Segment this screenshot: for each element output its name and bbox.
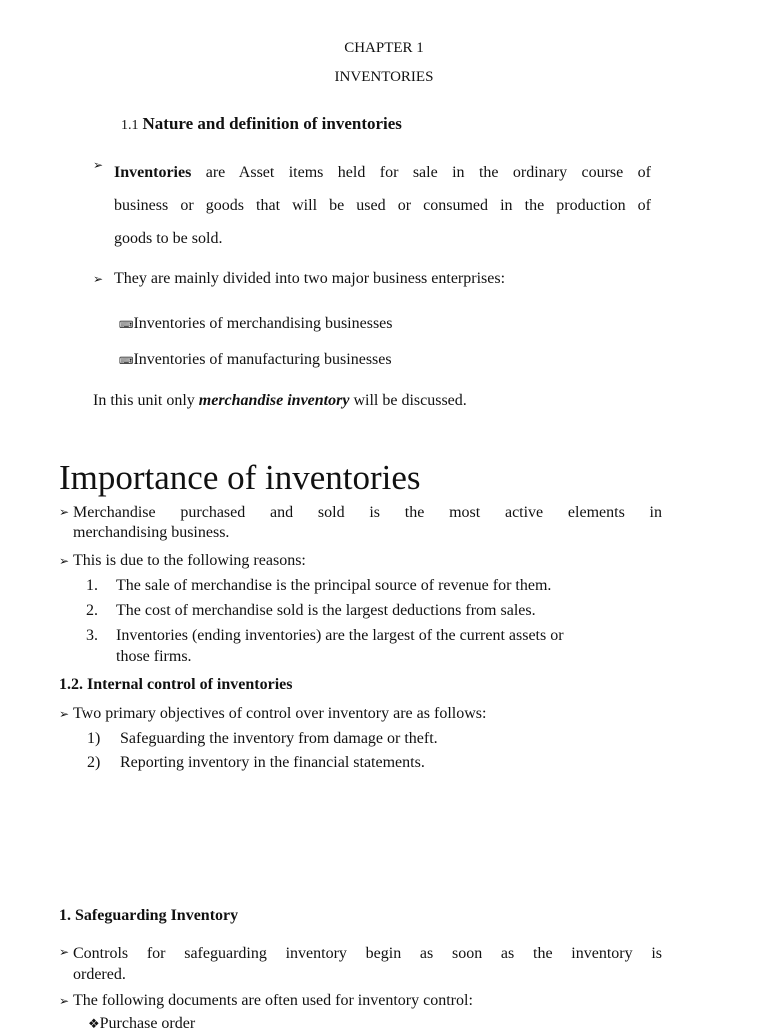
- paragraph-line: ordered.: [73, 966, 126, 983]
- reason-number: 1.: [86, 577, 98, 594]
- divided-text: They are mainly divided into two major business enterprises:: [114, 270, 506, 287]
- arrow-bullet-icon: ➢: [59, 945, 70, 959]
- arrow-bullet-icon: ➢: [59, 707, 70, 721]
- internal-control-heading: 1.2. Internal control of inventories: [59, 676, 293, 693]
- safeguarding-paragraph-2: The following documents are often used for inventory control:: [73, 992, 473, 1009]
- unit-note-pre: In this unit only: [93, 392, 199, 409]
- importance-paragraph-2: This is due to the following reasons:: [73, 552, 306, 569]
- reason-item: [86, 602, 536, 620]
- internal-control-intro: Two primary objectives of control over inventory are as follows:: [73, 705, 487, 722]
- objective-text: Safeguarding the inventory from damage or theft.: [120, 730, 438, 747]
- definition-term: Inventories: [114, 164, 192, 181]
- chapter-title: INVENTORIES: [334, 69, 434, 85]
- keyboard-bullet-icon: ⌨: [119, 320, 134, 331]
- objective-number: 1): [87, 730, 101, 747]
- list-item-text: Inventories of manufacturing businesses: [133, 351, 392, 368]
- star-bullet-icon: ❖: [88, 1017, 100, 1032]
- importance-paragraph-1: [73, 503, 662, 543]
- reason-text: Inventories (ending inventories) are the largest of the current assets or: [116, 627, 564, 644]
- arrow-bullet-icon: ➢: [59, 994, 70, 1008]
- paragraph-line: Merchandise purchased and sold is the most active elements in: [73, 504, 662, 521]
- arrow-bullet-icon: ➢: [93, 158, 104, 172]
- objective-number: 2): [87, 754, 101, 771]
- paragraph-line: merchandising business.: [73, 524, 230, 541]
- reason-item: [86, 627, 564, 645]
- section-heading-1-1: [121, 114, 402, 134]
- reason-text: The cost of merchandise sold is the largest deductions from sales.: [116, 602, 536, 619]
- unit-note-post: will be discussed.: [349, 392, 467, 409]
- unit-note: [93, 392, 467, 410]
- safeguarding-paragraph-1: [73, 943, 662, 985]
- reason-text: The sale of merchandise is the principal source of revenue for them.: [116, 577, 552, 594]
- definition-text: are Asset items held for sale in the ordinary course of: [191, 164, 651, 181]
- arrow-bullet-icon: ➢: [93, 272, 104, 286]
- arrow-bullet-icon: ➢: [59, 554, 70, 568]
- definition-paragraph: [114, 156, 651, 255]
- objective-item: [87, 754, 425, 772]
- definition-line-3: goods to be sold.: [114, 230, 223, 247]
- section-title: Nature and definition of inventories: [142, 114, 402, 133]
- reason-continuation: those firms.: [116, 648, 192, 665]
- document-list-item: [88, 1015, 195, 1033]
- reason-number: 2.: [86, 602, 98, 619]
- document-list-item-text: Purchase order: [99, 1015, 196, 1032]
- arrow-bullet-icon: ➢: [59, 505, 70, 519]
- list-item: [119, 351, 392, 369]
- reason-number: 3.: [86, 627, 98, 644]
- importance-heading: Importance of inventories: [59, 458, 421, 497]
- paragraph-line: Controls for safeguarding inventory begin as soon as the inventory is: [73, 945, 662, 962]
- keyboard-bullet-icon: ⌨: [119, 356, 134, 367]
- unit-note-emphasis: merchandise inventory: [198, 392, 350, 409]
- objective-item: [87, 730, 438, 748]
- chapter-number: CHAPTER 1: [344, 40, 424, 56]
- list-item: [119, 315, 393, 333]
- safeguarding-heading: 1. Safeguarding Inventory: [59, 907, 239, 924]
- definition-line-2: business or goods that will be used or consumed in the production of: [114, 197, 651, 214]
- objective-text: Reporting inventory in the financial statements.: [120, 754, 425, 771]
- section-number: 1.1: [121, 118, 139, 133]
- definition-line-1: [114, 156, 651, 189]
- list-item-text: Inventories of merchandising businesses: [133, 315, 393, 332]
- reason-item: [86, 577, 551, 595]
